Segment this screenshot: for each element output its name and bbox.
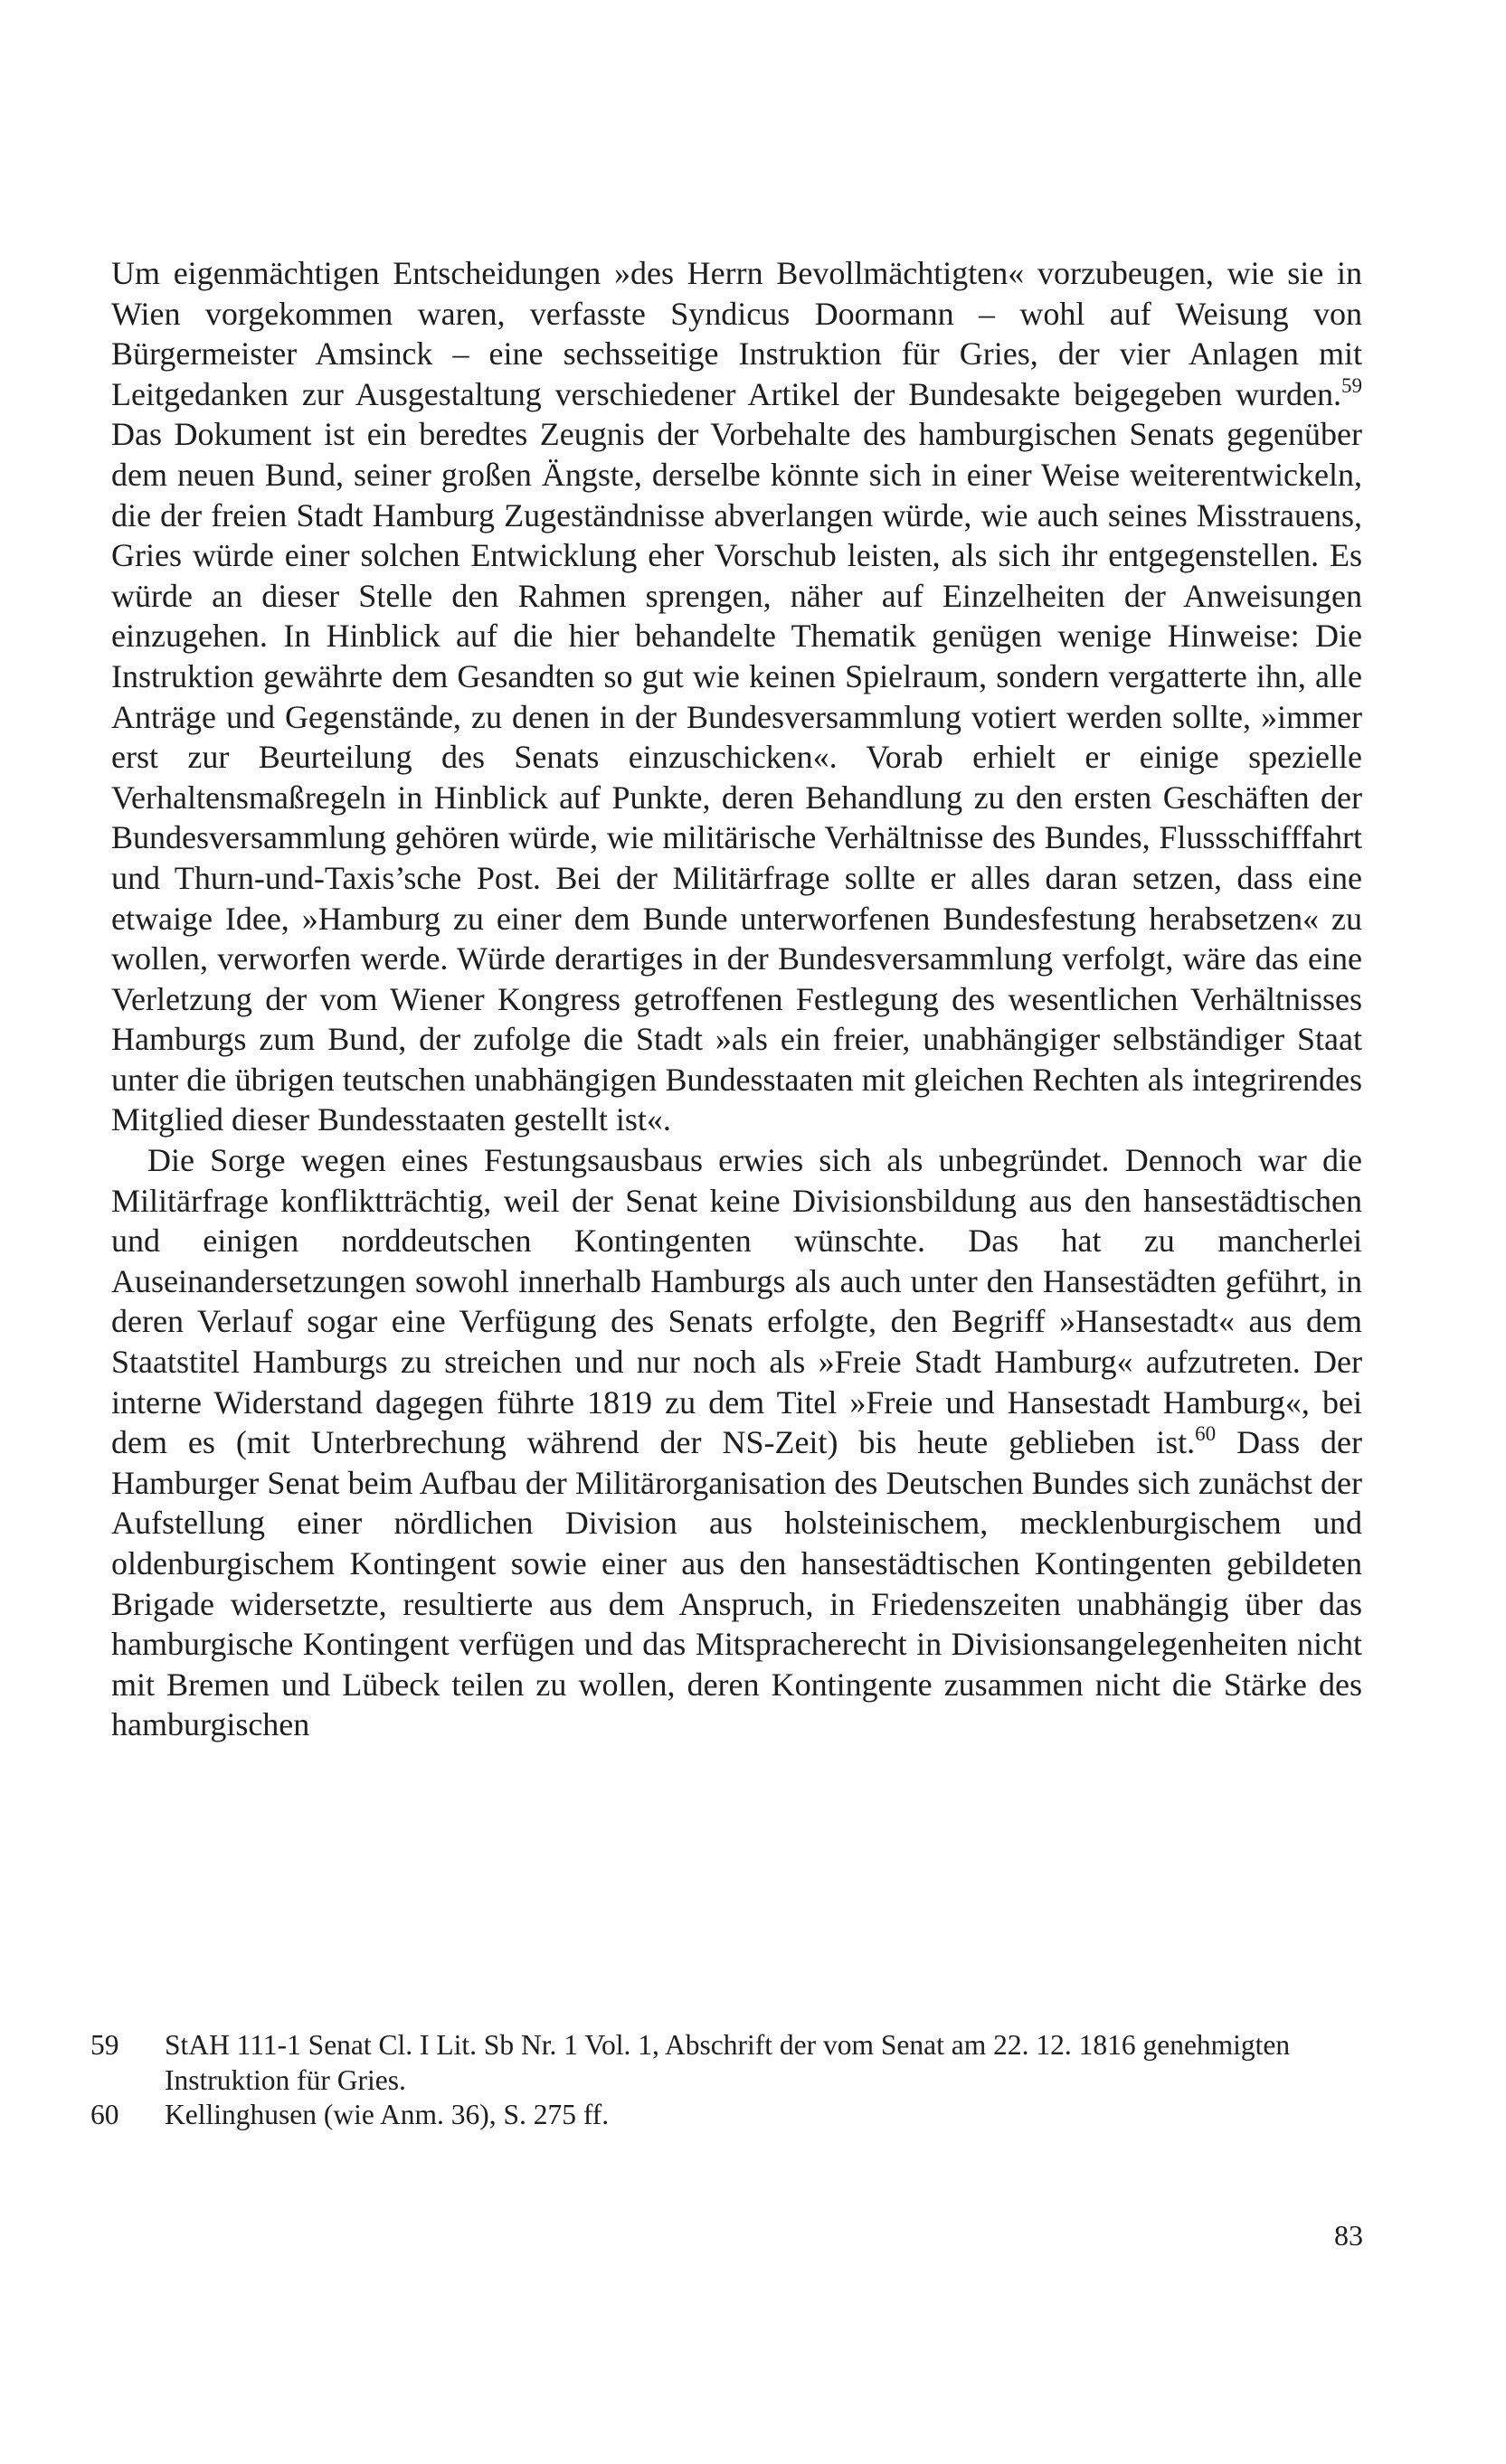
footnote-reference-60[interactable]: 60 [1195,1422,1217,1446]
footnote-text: Kellinghusen (wie Anm. 36), S. 275 ff. [165,2099,610,2130]
footnote-number: 60 [90,2099,119,2130]
paragraph-1-text-b: Das Dokument ist ein beredtes Zeugnis der Vorbehalte des hamburgischen Senats gegenüber dem neuen Bund, seiner großen Ängste, derselbe könnte sich in einer Weise weiterentwickeln, die der freien Stadt Hamburg Zugeständnisse abverlangen würde, wie auch seines Misstrauens, Gries würde einer solchen Entwicklung eher Vorschub leisten, als sich ihr entgegenstellen. Es würde an dieser Stelle den Rahmen sprengen, näher auf Einzelheiten der Anweisungen einzugehen. In Hinblick auf die hier behandelte Thematik genügen wenige Hinweise: Die Instruktion gewährte dem Gesandten so gut wie keinen Spielraum, sondern vergatterte ihn, alle Anträge und Gegenstände, zu denen in der Bundesversammlung votiert werden sollte, »immer erst zur Beurteilung des Senats einzuschicken«. Vorab erhielt er einige spezielle Verhaltensmaßregeln in Hinblick auf Punkte, deren Behandlung zu den ersten Geschäften der Bundesversammlung gehören würde, wie militärische Verhältnisse des Bundes, Flussschifffahrt und Thurn-und-Taxis’sche Post. Bei der Militärfrage sollte er alles daran setzen, dass eine etwaige Idee, »Hamburg zu einer dem Bunde unterworfenen Bundesfestung herabsetzen« zu wollen, verworfen werde. Würde derartiges in der Bundesversammlung verfolgt, wäre das eine Verletzung der vom Wiener Kongress getroffenen Festlegung des wesentlichen Verhältnisses Hamburgs zum Bund, der zufolge die Stadt »als ein freier, unabhängiger selbständiger Staat unter die übrigen teutschen unabhängigen Bundesstaaten mit gleichen Rechten als integrirendes Mitglied dieser Bundesstaaten gestellt ist«. [111,416,1362,1138]
page-number: 83 [1334,2219,1363,2252]
footnote-60 [90,2098,1366,2133]
body-paragraph-2 [111,1140,1362,1745]
body-paragraph-1 [111,253,1362,1140]
footnote-reference-59[interactable]: 59 [1341,373,1362,397]
footnote-number: 59 [90,2029,119,2061]
footnotes [90,2028,1366,2133]
paragraph-1-text-a: Um eigenmächtigen Entscheidungen »des Herrn Bevollmächtigten« vorzubeugen, wie sie in Wien vorgekommen waren, verfasste Syndicus Doormann – wohl auf Weisung von Bürgermeister Amsinck – eine sechsseitige Instruktion für Gries, der vier Anlagen mit Leitgedanken zur Ausgestaltung verschiedener Artikel der Bundesakte beigegeben wurden. [111,255,1362,412]
paragraph-2-text-a: Die Sorge wegen eines Festungsausbaus erwies sich als unbegründet. Dennoch war die Militärfrage konfliktträchtig, weil der Senat keine Divisionsbildung aus den hansestädtischen und einigen norddeutschen Kontingenten wünschte. Das hat zu mancherlei Auseinandersetzungen sowohl innerhalb Hamburgs als auch unter den Hansestädten geführt, in deren Verlauf sogar eine Verfügung des Senats erfolgte, den Begriff »Hansestadt« aus dem Staatstitel Hamburgs zu streichen und nur noch als »Freie Stadt Hamburg« aufzutreten. Der interne Widerstand dagegen führte 1819 zu dem Titel »Freie und Hansestadt Hamburg«, bei dem es (mit Unterbrechung während der NS-Zeit) bis heute geblieben ist. [111,1142,1362,1461]
footnote-59 [90,2028,1366,2098]
footnote-text: StAH 111-1 Senat Cl. I Lit. Sb Nr. 1 Vol. 1, Abschrift der vom Senat am 22. 12. 1816 genehmigten Instruktion für Gries. [165,2029,1291,2096]
main-text [111,253,1362,1745]
paragraph-2-text-b: Dass der Hamburger Senat beim Aufbau der Militärorganisation des Deutschen Bundes sich zunächst der Aufstellung einer nördlichen Division aus holsteinischem, mecklenburgischem und oldenburgischem Kontingent sowie einer aus den hansestädtischen Kontingenten gebildeten Brigade widersetzte, resultierte aus dem Anspruch, in Friedenszeiten unabhängig über das hamburgische Kontingent verfügen und das Mitspracherecht in Divisionsangelegenheiten nicht mit Bremen und Lübeck teilen zu wollen, deren Kontingente zusammen nicht die Stärke des hamburgischen [111,1424,1362,1743]
